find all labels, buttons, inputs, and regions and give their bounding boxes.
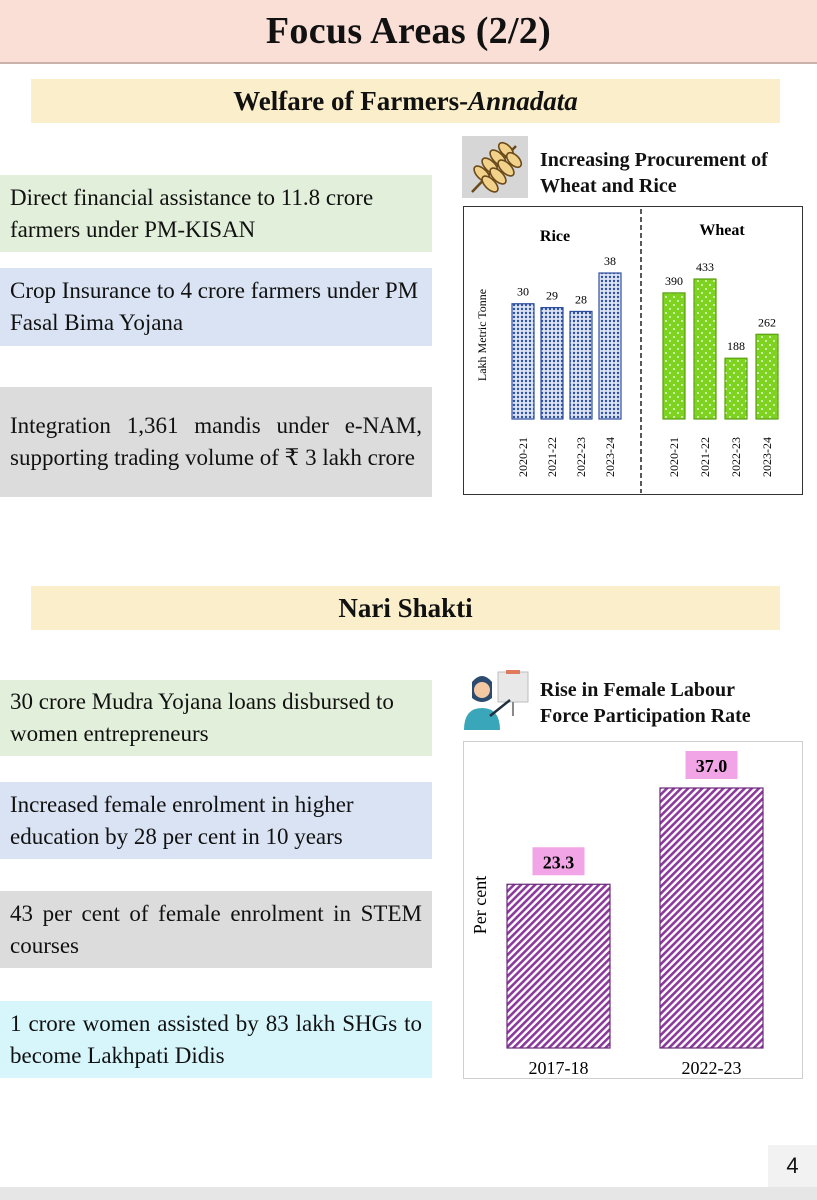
nari-card-stem — [0, 891, 432, 968]
y-axis-label: Lakh Metric Tonne — [475, 288, 489, 382]
card-text: Crop Insurance to 4 crore farmers under PM Fasal Bima Yojana — [10, 278, 419, 335]
rice-bar — [599, 273, 621, 419]
wheat-bar — [756, 334, 778, 419]
wheat-category-label: 2021-22 — [698, 437, 712, 477]
heading-line-2: Force Participation Rate — [540, 705, 751, 727]
procurement-chart-heading — [540, 147, 768, 199]
nari-card-lakhpati — [0, 1001, 432, 1078]
page-number: 4 — [768, 1145, 817, 1187]
teacher-icon — [458, 668, 530, 734]
flfp-chart — [463, 741, 803, 1079]
footer-band — [0, 1187, 817, 1200]
card-text: 30 crore Mudra Yojana loans disbursed to women entrepreneurs — [10, 689, 394, 746]
heading-line-2: Wheat and Rice — [540, 175, 677, 197]
heading-line-1: Rise in Female Labour — [540, 679, 735, 701]
rice-category-label: 2021-22 — [545, 437, 559, 477]
procurement-chart — [463, 206, 803, 495]
flfp-category-label: 2017-18 — [528, 1058, 589, 1077]
wheat-category-label: 2022-23 — [729, 437, 743, 477]
flfp-bar — [507, 884, 610, 1048]
rice-category-label: 2020-21 — [516, 437, 530, 477]
section-title-italic: Annadata — [468, 85, 578, 116]
wheat-bar — [725, 358, 747, 419]
header-band — [0, 0, 817, 64]
wheat-value-label: 188 — [727, 339, 745, 354]
flfp-chart-heading — [540, 677, 751, 729]
wheat-bar — [663, 293, 685, 419]
flfp-bar — [660, 788, 763, 1048]
farmer-card-enam — [0, 387, 432, 497]
rice-category-label: 2023-24 — [603, 437, 617, 477]
rice-value-label: 29 — [546, 288, 558, 303]
wheat-value-label: 262 — [758, 315, 776, 330]
card-text: 43 per cent of female enrolment in STEM courses — [10, 900, 422, 958]
card-text: Increased female enrolment in higher education by 28 per cent in 10 years — [10, 791, 354, 849]
section-title-text: Nari Shakti — [338, 592, 473, 623]
y-axis-label: Per cent — [470, 875, 490, 935]
wheat-value-label: 433 — [696, 260, 714, 274]
flfp-value-label: 23.3 — [542, 852, 575, 873]
section-title-prefix: Welfare of Farmers- — [233, 85, 469, 116]
wheat-icon — [462, 136, 528, 198]
section-title-nari-shakti — [31, 586, 780, 630]
rice-category-label: 2022-23 — [574, 437, 588, 477]
series-title-wheat: Wheat — [699, 222, 745, 239]
flfp-value-label: 37.0 — [695, 756, 728, 776]
rice-bar — [541, 308, 563, 419]
wheat-value-label: 390 — [665, 273, 683, 288]
nari-card-mudra — [0, 680, 432, 756]
farmer-card-crop-insurance — [0, 268, 432, 346]
card-text: Direct financial assistance to 11.8 crore farmers under PM-KISAN — [10, 184, 374, 242]
wheat-category-label: 2023-24 — [760, 437, 774, 477]
series-title-rice: Rice — [539, 228, 571, 245]
rice-bar — [512, 304, 534, 419]
rice-bar — [570, 311, 592, 419]
farmer-card-pm-kisan — [0, 175, 432, 252]
rice-value-label: 38 — [604, 254, 616, 268]
wheat-category-label: 2020-21 — [667, 437, 681, 477]
heading-line-1: Increasing Procurement of — [540, 149, 768, 171]
card-text: 1 crore women assisted by 83 lakh SHGs to become Lakhpati Didis — [10, 1010, 422, 1068]
page-title: Focus Areas (2/2) — [265, 10, 552, 52]
rice-value-label: 30 — [517, 284, 529, 299]
section-title-farmers — [31, 79, 780, 123]
card-text: Integration 1,361 mandis under e-NAM, supporting trading volume of ₹ 3 lakh crore — [10, 413, 422, 470]
rice-value-label: 28 — [575, 292, 587, 307]
nari-card-enrolment — [0, 782, 432, 859]
wheat-bar — [694, 279, 716, 419]
flfp-category-label: 2022-23 — [681, 1058, 742, 1077]
